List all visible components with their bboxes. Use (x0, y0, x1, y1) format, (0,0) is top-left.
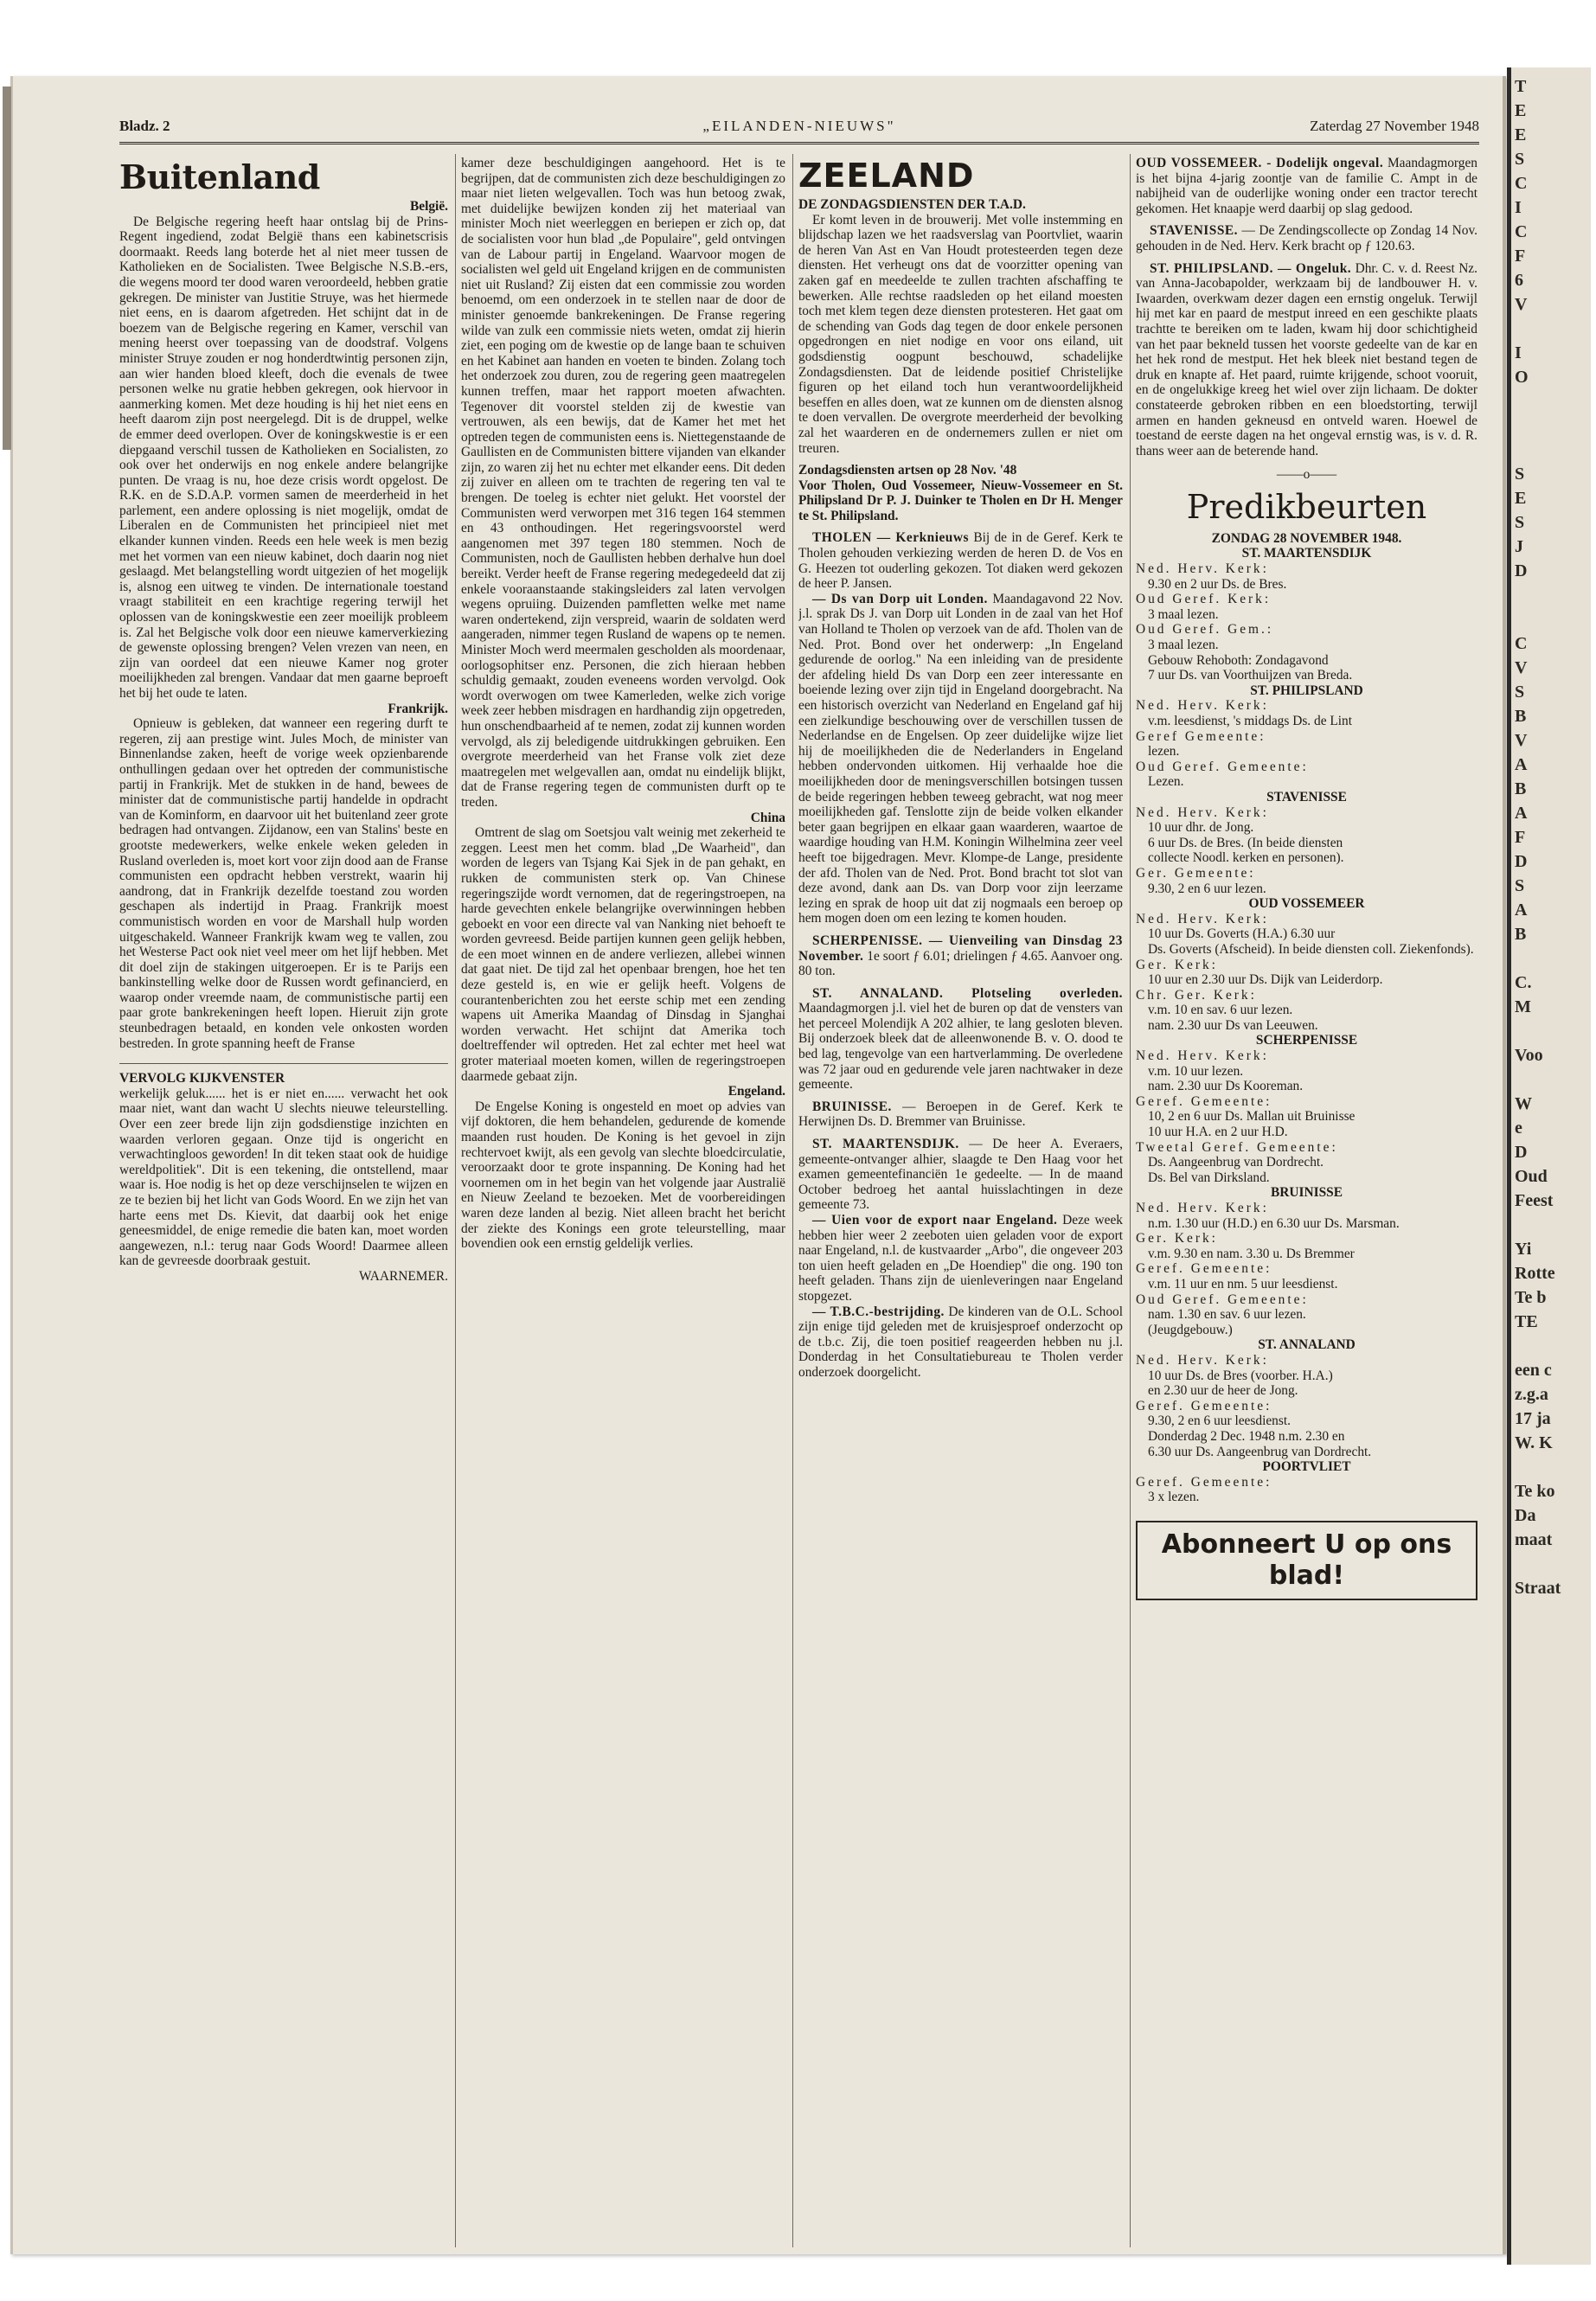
service-time: 10 uur dhr. de Jong. (1148, 820, 1254, 836)
church-name: Geref. Gemeente: (1136, 1474, 1272, 1490)
subscribe-banner: Abonneert U op ons blad! (1136, 1521, 1477, 1600)
page-header (119, 118, 1479, 144)
service-time: nam. 1.30 en sav. 6 uur lezen. (1148, 1307, 1306, 1323)
adjacent-page-text: T E E S C I C F 6 V I O S E S J D C V S B V A B A F D S A B C. M Voo W e D Oud Feest Yi Rotte Te b TE een c z.g.a 17 ja W. K Te ko Da maat Straat (1515, 77, 1561, 1598)
article-st-annaland: Maandagmorgen j.l. viel het de buren op dat de vensters van het perceel Molendijk A 202 alhier, te lang gesloten bleven. Bij onderzoek bleek dat de alleenwonende B. v. O. dood te bed lag, tengevolge van een hartverlamming. De overledene was 72 jaar oud en gedurende vele jaren nachtwaker in deze gemeente. (798, 1001, 1123, 1093)
service-time: v.m. 10 uur lezen. (1148, 1063, 1244, 1079)
church-name: Ger. Kerk: (1136, 957, 1218, 972)
place-heading: POORTVLIET (1262, 1459, 1351, 1475)
article-bruinisse: — Beroepen in de Geref. Kerk te Herwijnen Ds. D. Bremmer van Bruinisse. (798, 1099, 1123, 1130)
header-rule (119, 142, 1479, 144)
service-time: 6.30 uur Ds. Aangeenbrug van Dordrecht. (1148, 1444, 1372, 1459)
section-title-predikbeurten: Predikbeurten (1186, 487, 1427, 526)
subhead-frankrijk: Frankrijk. (388, 701, 448, 716)
article-stavenisse: — De Zendingscollecte op Zondag 14 Nov. gehouden in de Ned. Herv. Kerk bracht op ƒ 120.63. (1136, 223, 1477, 253)
section-title-buitenland: Buitenland (119, 157, 320, 196)
masthead-title: „EILANDEN-NIEUWS" (702, 118, 896, 134)
subhead-zondagsdiensten: DE ZONDAGSDIENSTEN DER T.A.D. (798, 197, 1026, 212)
service-time: 3 maal lezen. (1148, 638, 1219, 653)
place-heading: BRUINISSE (1271, 1185, 1343, 1201)
subhead-vervolg-kijkvenster: VERVOLG KIJKVENSTER (119, 1071, 285, 1086)
article-st-philipsland: Dhr. C. v. d. Reest Nz. van Anna-Jacobapolder, werkzaam bij de landbouwer H. v. Iwaarden, overkwam dezer dagen een ernstig ongeluk. Terwijl hij met kar en paard de mestput inreed en een geschikte plaats trachtte te bereiken om te laden, kwam hij door schichtigheid van het paar bekneld tussen het voorste gedeelte van de kar en het hek rond de mestput. Het hek bleek niet bestand tegen de druk en knapte af. Het paard, ruimte krijgende, schoot vooruit, en de ongelukkige kreeg het wiel over zijn lichaam. De dokter constateerde gebroken ribben en een bloedstorting, terwijl armen en handen gekneusd en ontveld waren. Hoewel de toestand de eerste dagen na het ongeval ernstig was, is v. d. R. thans weer aan de beterende hand. (1136, 260, 1477, 458)
subhead-artsen: Zondagsdiensten artsen op 28 Nov. '48 (798, 463, 1017, 478)
service-time: nam. 2.30 uur Ds Kooreman. (1148, 1079, 1304, 1094)
service-time: en 2.30 uur de heer de Jong. (1148, 1383, 1298, 1399)
column-divider (1130, 154, 1131, 2247)
dateline-oud-vossemeer: OUD VOSSEMEER. - Dodelijk ongeval. (1136, 156, 1384, 170)
article-signature: WAARNEMER. (358, 1268, 448, 1284)
article-engeland: De Engelse Koning is ongesteld en moet op advies van vijf doktoren, die hem behandelen, gedurende de komende maanden rust houden. De Koning is het gevoel in zijn rechtervoet kwijt, als een gevolg van slechte bloedcirculatie, veroorzaakt door te grote inspanning. De Koning had het voornemen om in het begin van het volgende jaar Australië en Nieuw Zeeland te bezoeken. Met de voorbereidingen waren deze landen al bezig. Niet alleen bracht het bericht der ziekte des Konings een grote teleurstelling, maar bovendien ook een ernstig geldelijk verlies. (461, 1099, 785, 1252)
column-divider (792, 154, 793, 2247)
service-time: 10 uur en 2.30 uur Ds. Dijk van Leiderdorp. (1148, 972, 1383, 988)
service-time: Ds. Aangeenbrug van Dordrecht. (1148, 1155, 1324, 1170)
service-time: 10 uur H.A. en 2 uur H.D. (1148, 1125, 1288, 1140)
church-name: Ned. Herv. Kerk: (1136, 1048, 1269, 1064)
adjacent-page-strip (1507, 67, 1591, 2265)
predikbeurten-date: ZONDAG 28 NOVEMBER 1948. (1211, 530, 1402, 546)
article-st-maartensdijk: — De heer A. Everaers, gemeente-ontvanger alhier, slaagde te Den Haag voor het examen gemeentefinanciën 1e gedeelte. — In de maand October bedroeg het aantal huisslachtingen in deze gemeente 73. (798, 1137, 1123, 1213)
column-continued (461, 156, 785, 2249)
church-name: Ned. Herv. Kerk: (1136, 1352, 1269, 1368)
church-name: Ned. Herv. Kerk: (1136, 804, 1269, 820)
place-heading: ST. PHILIPSLAND (1250, 683, 1363, 698)
church-name: Oud Geref. Gemeente: (1136, 759, 1309, 774)
dateline-st-philipsland: ST. PHILIPSLAND. — Ongeluk. (1150, 260, 1352, 276)
service-time: 6 uur Ds. de Bres. (In beide diensten (1148, 835, 1343, 850)
church-name: Tweetal Geref. Gemeente: (1136, 1139, 1338, 1155)
service-time: Gebouw Rehoboth: Zondagavond (1148, 652, 1329, 668)
church-name: Geref. Gemeente: (1136, 1261, 1272, 1277)
service-time: v.m. 11 uur en nm. 5 uur leesdienst. (1148, 1276, 1338, 1292)
service-time: 3 maal lezen. (1148, 606, 1219, 622)
article-frankrijk-continued: kamer deze beschuldigingen aangehoord. Het is te begrijpen, dat de communisten zich deze beschuldigingen zo maar niet lieten welgevallen. Toch was hun betoog zwak, met duidelijke bewijzen konden zij het materiaal van minister Moch niet weerleggen en beriepen er zich op, dat de socialisten voor hun blad „de Populaire", geld ontvingen van de Labour partij in Engeland. Waarvoor mogen de socialisten wel geld uit Engeland krijgen en de communisten niet uit Rusland? Zij eisten dat een commissie zou worden benoemd, om een onderzoek in te stellen naar de door de minister genoemde bankrekeningen. De Franse regering wilde van zulk een commissie niets weten, omdat zij hierin ziet, een poging om de kwestie op de lange baan te schuiven en het Kabinet aan handen en voeten te binden. Zolang toch het onderzoek zou duren, zou de regering geen maatregelen kunnen treffen, maar het rapport moeten afwachten. Tegenover dit voorstel stelden zij de kwestie van vertrouwen, als een bewijs, dat de Kamer het met het optreden tegen de communisten eens is. Niettegenstaande de Gaullisten en de Communisten bittere vijanden van elkander zijn, zo waren zij het nu echter met elkander eens. Dit deden zij zuiver en alleen om te trachten de regering ten val te brengen. De toeleg is echter niet gelukt. Het voorstel der Communisten werd verworpen met 316 tegen 164 stemmen en 43 onthoudingen. Het regeringsvoorstel werd aangenomen met 397 tegen 180 stemmen. Noch de Communisten, noch de Gaullisten hebben derhalve hun doel bereikt. Verder heeft de Franse regering medegedeeld dat zij enkele vooraanstaande stakingsleiders zal laten vervolgen wegens opruiing. Duizenden pamfletten welke met name waren ondertekend, zijn verspreid, waarin de soldaten werd aangeraden, nimmer tegen Rusland de wapens op te nemen. Minister Moch werd meermalen gescholden als moordenaar, oorlogsophitser enz. Personen, die zich hieraan hebben schuldig gemaakt, zouden eveneens worden vervolgd. Ook wordt overwogen om twee Kamerleden, welke zich vorige week zeer hebben misdragen en hardhandig zijn opgetreden, hun onschendbaarheid af te nemen, zodat zij kunnen worden vervolgd, als zij beledigende uitdrukkingen gebruiken. Een overgrote meerderheid van het Franse volk ziet deze maatregelen met welgevallen aan, omdat nu eindelijk blijkt, dat de Franse regering tegen de communisten durft op te treden. (461, 156, 785, 810)
place-heading: ST. MAARTENSDIJK (1241, 546, 1372, 561)
service-time: 7 uur Ds. van Voorthuijzen van Breda. (1148, 668, 1353, 683)
service-time: collecte Noodl. kerken en personen). (1148, 850, 1344, 866)
column-zeeland (798, 156, 1123, 2249)
service-time: 9.30 en 2 uur Ds. de Bres. (1148, 576, 1287, 592)
issue-date: Zaterdag 27 November 1948 (1310, 118, 1479, 134)
article-belgie: De Belgische regering heeft haar ontslag bij de Prins-Regent ingediend, zodat België thans een kabinetscrisis doormaakt. Reeds lang boterde het al niet meer tussen de Katholieken en de Socialisten. Twee Belgische N.S.B.-ers, die wegens moord ter dood waren veroordeeld, hebben gratie gekregen. De minister van Justitie Struye, was het hiermede niet eens, en is daarom afgetreden. Het schijnt dat in de boezem van de Belgische regering en Kamer, verschil van mening heerst over toepassing van de doodstraf. Volgens minister Struye zouden er nog honderdtwintig personen zijn, aan wier handen bloed kleeft, doch die evenals de twee personen welke nu gratie hebben gekregen, ook hiervoor in aanmerking komen. Met deze houding is hij het niet eens en heeft daarom zijn post neergelegd. Dit is de druppel, welke de emmer deed overlopen. Over de koningskwestie is er een diepgaand verschil tussen de Katholieken en Socialisten, zo ook over het onderwijs en nog enkele andere belangrijke punten. De vraag is nu, hoe deze crisis wordt opgelost. De R.K. en de S.D.A.P. vormen samen de meerderheid in het parlement, een andere oplossing is niet mogelijk, omdat de Liberalen en de Communisten het principieel niet met elkander kunnen vinden. Reeds een hele week is men bezig met het vormen van een nieuw kabinet, doch daarin nog niet geslaagd. Met belangstelling wordt uitgezien of het mogelijk is, alsnog een uitweg te vinden. De internationale toestand vraagt stabiliteit en een krachtige regering terwijl het oplossen van de koningskwestie een zeer moeilijk probleem is. Zal het Belgische volk door een nieuwe kamerverkiezing de gewenste oplossing brengen? Velen vrezen van neen, en zijn van oordeel dat een nieuwe Kamer nog groter moeilijkheden zal brengen. Vandaar dat men gaarne beproeft het bij het oude te laten. (119, 214, 448, 701)
place-heading: OUD VOSSEMEER (1248, 896, 1365, 912)
church-name: Geref Gemeente: (1136, 728, 1266, 744)
service-time: Donderdag 2 Dec. 1948 n.m. 2.30 en (1148, 1428, 1345, 1444)
service-time: 3 x lezen. (1148, 1490, 1200, 1505)
service-time: (Jeugdgebouw.) (1148, 1322, 1233, 1337)
service-time: v.m. 9.30 en nam. 3.30 u. Ds Bremmer (1148, 1246, 1355, 1261)
subhead-belgie: België. (409, 199, 448, 214)
dateline-bruinisse: BRUINISSE. (812, 1099, 892, 1114)
article-frankrijk: Opnieuw is gebleken, dat wanneer een regering durft te regeren, zij aan prestige wint. Jules Moch, de minister van Binnenlandse zaken, heeft de vorige week opzienbarende onthullingen gedaan over het optreden der communistische partij in Frankrijk. Met de stukken in de hand, bewees de minister dat de communistische partij handelde in opdracht van de Kominform, en daarvoor uit het buitenland zeer grote bedragen had ontvangen. Zijdanow, een van Stalins' beste en grootste medewerkers, welke enkele weken geleden in Rusland overleden is, moet kort voor zijn dood aan de Franse communisten een opdracht hebben verstrekt, waarin hij aandrong, dat in Frankrijk dezelfde toestand zou worden geschapen als indertijd in Praag. Frankrijk moest communistisch worden en voor de Marshall hulp worden uitgeschakeld. Wanneer Frankrijk kwam weg te vallen, zou het Westerse Pact ook niet veel meer om het lijf hebben. Met dit doel zijn de stakingen uitgeroepen. Er is te Parijs een bankinstelling welke door de Russen wordt gefinancierd, en waarop onder vreemde naam, de communistische partij een paar grote bankrekeningen heeft lopen. Hieruit zijn grote steunbedragen betaald, en konden vele onkosten worden bestreden. In grote spanning heeft de Franse (119, 716, 448, 1051)
church-name: Geref. Gemeente: (1136, 1093, 1272, 1109)
service-time: v.m. leesdienst, 's middags Ds. de Lint (1148, 714, 1353, 728)
place-heading: SCHERPENISSE (1255, 1033, 1358, 1048)
page-edge-shadow (3, 87, 11, 450)
service-time: 10 uur Ds. de Bres (voorber. H.A.) (1148, 1368, 1333, 1383)
article-vervolg-kijkvenster: werkelijk geluk...... het is er niet en...... verwacht het ook maar niet, want dan wacht U slechts nieuwe teleurstelling. Over een zeer brede lijn zijn godsdienstige inzichten en waarden verloren gegaan. Onze tijd is ongericht en verwachtingloos geworden! In dit teken staat ook de huidige wereldpolitiek". Dit is een tekening, die ontstellend, maar waar is. Hoe nodig is het op deze verschijnselen te wijzen en ze te bezien bij het licht van Gods Woord. En we zijn het van harte eens met Ds. Kievit, dat daarbij ook het enige geneesmiddel, de enige remedie die baten kan, moet worden aangewezen, n.l.: terug naar Gods Woord! Daarmee alleen kan de gevreesde doorbraak gestuit. (119, 1086, 448, 1269)
page-number: Bladz. 2 (119, 118, 170, 134)
church-name: Ned. Herv. Kerk: (1136, 1201, 1269, 1215)
service-time: v.m. 10 en sav. 6 uur lezen. (1148, 1003, 1293, 1018)
article-zondagsdiensten: Er komt leven in de brouwerij. Met volle instemming en blijdschap lazen we het raadsverslag van Poortvliet, waarin de heren Van Ast en Van Houdt protesteerden tegen deze diensten. Het verheugt ons dat de voorzitter opening van zaken gaf en meedeelde te zullen trachten afschaffing te bewerken. Alle rechtse raadsleden op het eiland moesten toch met klem tegen deze diensten protesteren. Het gaat om de schending van Gods dag tegen de door enkele personen opgedrongen en niet nodige en voor ons eiland, uit godsdienstig oogpunt beschouwd, schadelijke Zondagsdiensten. Dat de leidende positief Christelijke figuren op het eiland toch hun verantwoordelijkheid beseffen en alles doen, wat ze kunnen om de diensten alsnog te doen vervallen. De overgrote meerderheid der bevolking zal het waarderen en de ondernemers zullen er niet om treuren. (798, 212, 1123, 456)
column-kerkdiensten (1136, 156, 1477, 2249)
article-tbc: De kinderen van de O.L. School zijn enige tijd geleden met de kruisjesproef onderzocht op de t.b.c. Zij, die toen positief reageerden hebben nu j.l. Donderdag in het Consultatiebureau te Tholen verder onderzoek doorgelicht. (798, 1304, 1123, 1380)
dateline-scherpenisse: SCHERPENISSE. — Uienveiling van Dinsdag 23 November. (798, 933, 1123, 964)
church-name: Oud Geref. Gemeente: (1136, 1292, 1309, 1307)
article-china: Omtrent de slag om Soetsjou valt weinig met zekerheid te zeggen. Leest men het comm. blad „De Waarheid", dan worden de legers van Tsjang Kai Sjek in de pan gehakt, en rukken de communisten sterk op. Van Chinese regeringszijde wordt vernomen, dat de regeringstroepen, na harde gevechten enkele belangrijke overwinningen hebben geboekt en voor een directe val van Nanking niet behoeft te worden gevreesd. Beide partijen kunnen geen gelijk hebben, de een moet winnen en de andere verliezen, allebei winnen dat gaat niet. De tijd zal het openbaar brengen, hoe het ten deze gesteld is, en wie er gelijk heeft. Volgens de courantenberichten zou het eerste schip met een zending wapens uit Amerika Maandag of Dinsdag in Sjanghai worden verwacht. Het schijnt dat Amerika toch doeltreffender wil optreden. Het zal echter met heel wat groter materiaal moeten komen, willen de regeringstroepen daarmede gebaat zijn. (461, 825, 785, 1084)
place-heading: ST. ANNALAND (1258, 1337, 1356, 1353)
section-rule (119, 1063, 448, 1064)
article-artsen: Voor Tholen, Oud Vossemeer, Nieuw-Vossemeer en St. Philipsland Dr P. J. Duinker te Tholen en Dr H. Menger te St. Philipsland. (798, 478, 1123, 523)
service-time: Ds. Goverts (Afscheid). In beide diensten coll. Ziekenfonds). (1148, 941, 1474, 957)
newspaper-page (119, 102, 1486, 2253)
article-scherpenisse: 1e soort ƒ 6.01; drielingen ƒ 4.65. Aanvoer ong. 80 ton. (798, 948, 1123, 979)
service-time: nam. 2.30 uur Ds van Leeuwen. (1148, 1017, 1318, 1033)
section-title-zeeland: ZEELAND (798, 157, 975, 195)
church-name: Chr. Ger. Kerk: (1136, 987, 1257, 1003)
service-time: 10, 2 en 6 uur Ds. Mallan uit Bruinisse (1148, 1109, 1356, 1125)
service-time: 9.30, 2 en 6 uur lezen. (1148, 881, 1266, 896)
church-name: Oud Geref. Gem.: (1136, 622, 1274, 638)
service-time: Lezen. (1148, 774, 1184, 790)
dateline-export: — Uien voor de export naar Engeland. (812, 1213, 1058, 1227)
article-tholen: Bij de in de Geref. Kerk te Tholen gehouden verkiezing werden de heren D. de Vos en G. Heezen tot ouderling gekozen. Tot diaken werd gekozen de heer P. Jansen. (798, 530, 1123, 592)
service-time: n.m. 1.30 uur (H.D.) en 6.30 uur Ds. Marsman. (1148, 1215, 1400, 1231)
church-name: Ned. Herv. Kerk: (1136, 698, 1269, 714)
dateline-tholen: THOLEN — Kerknieuws (812, 530, 969, 546)
subhead-engeland: Engeland. (727, 1084, 785, 1099)
article-van-dorp: Maandagavond 22 Nov. j.l. sprak Ds J. van Dorp uit Londen in de zaal van het Hof van Holland te Tholen op verzoek van de afd. Tholen van de Ned. Prot. Bond over het onderwerp: „In Engeland gedurende de oorlog." Na een inleiding van de presidente der afdeling hield Ds van Dorp een zeer interessante en boeiende lezing over zijn tijd in Engeland doorgebracht. Na een historisch overzicht van Nederland en Engeland gaf hij een zielkundige beschouwing over de verschillen tussen de Nederlandse en de Engelsen. Op zeer duidelijke wijze liet hij de moeilijkheden die de Nederlanders in Engeland hebben ondervonden uitkomen. Hij verhaalde hoe die moeilijkheden door de meningsverschillen botsingen tussen de beide regeringen hebben teweeg gebracht, wat nog meer moeilijkheden gaf. Tenslotte zijn de beide volken elkander beter gaan begrijpen en elkaar gaan waarderen, waartoe de waardige houding van H.M. Koningin Wilhelmina zeer veel heeft toe bijgedragen. Mevr. Klompe-de Lange, presidente der afd. Tholen van de Ned. Prot. Bond bracht tot slot van deze avond, dank aan Ds. van Dorp voor zijn leerzame lezing en sprak de hoop uit dat zij nogmaals een beroep op hem mogen doen om een lezing te komen houden. (798, 591, 1123, 926)
service-time: 10 uur Ds. Goverts (H.A.) 6.30 uur (1148, 926, 1336, 942)
column-buitenland (119, 156, 448, 2249)
article-export: Deze week hebben hier weer 2 zeeboten uien geladen voor de export naar Engeland, n.l. de kustvaarder „Arbo", die ongeveer 203 ton uien heeft geladen en „De Hoendiep" die ong. 190 ton heeft geladen. Thans zijn de uienleveringen naar Engeland stopgezet. (798, 1213, 1123, 1304)
church-name: Oud Geref. Kerk: (1136, 592, 1272, 607)
column-divider (455, 154, 456, 2247)
dateline-stavenisse: STAVENISSE. (1150, 223, 1239, 239)
dateline-van-dorp: — Ds van Dorp uit Londen. (812, 591, 988, 606)
subhead-china: China (750, 810, 785, 825)
church-name: Ger. Kerk: (1136, 1231, 1218, 1247)
church-name: Ger. Gemeente: (1136, 865, 1256, 881)
service-time: lezen. (1148, 744, 1180, 760)
divider-ornament: ——o—— (1276, 467, 1337, 483)
church-service-listing (1136, 546, 1477, 1504)
dateline-st-maartensdijk: ST. MAARTENSDIJK. (812, 1137, 959, 1152)
article-oud-vossemeer: Maandagmorgen is het bijna 4-jarig zoontje van de familie C. Ampt in de nabijheid van de ouderlijke woning onder een tractor terecht gekomen. Het knaapje werd daarbij op slag gedood. (1136, 156, 1477, 216)
service-time: Ds. Bel van Dirksland. (1148, 1170, 1270, 1185)
service-time: 9.30, 2 en 6 uur leesdienst. (1148, 1413, 1291, 1429)
church-name: Geref. Gemeente: (1136, 1398, 1272, 1413)
place-heading: STAVENISSE (1266, 789, 1347, 804)
church-name: Ned. Herv. Kerk: (1136, 911, 1269, 926)
dateline-st-annaland: ST. ANNALAND. Plotseling overleden. (812, 985, 1123, 1001)
dateline-tbc: — T.B.C.-bestrijding. (812, 1304, 945, 1319)
church-name: Ned. Herv. Kerk: (1136, 561, 1269, 577)
